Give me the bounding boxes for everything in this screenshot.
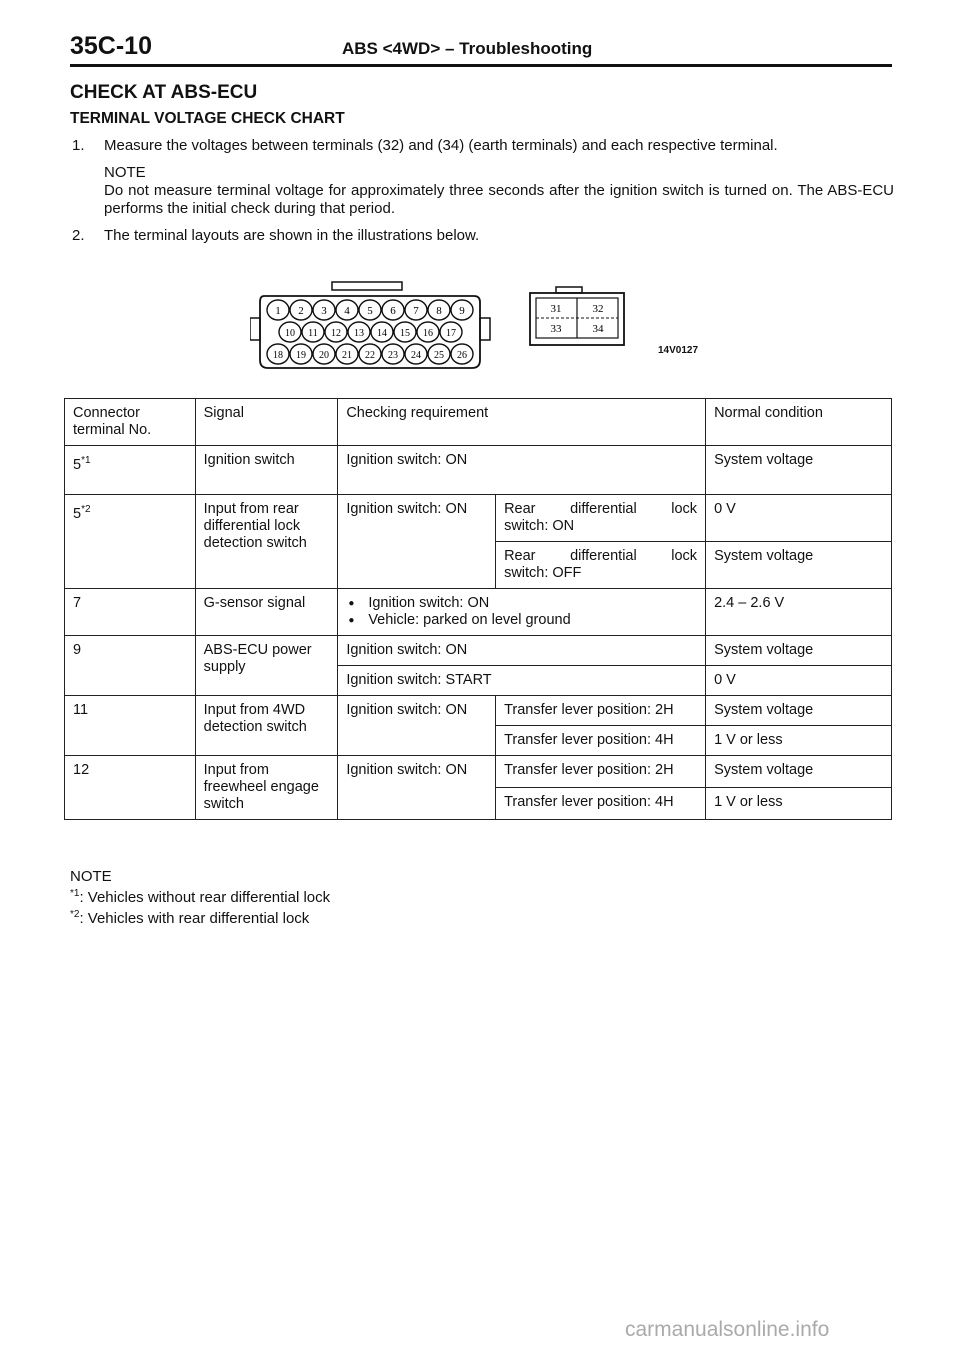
normal-cell: 0 V [706, 666, 892, 696]
terminal-layout-svg [250, 280, 750, 380]
requirement-cell [338, 589, 706, 636]
connector-a-pin-label: 5 [367, 305, 373, 317]
step-2-text: The terminal layouts are shown in the illustrations below. [104, 227, 480, 244]
connector-a-pin-label: 12 [331, 328, 341, 339]
connector-b-pin-label: 32 [592, 303, 604, 315]
connector-a-pin-label: 3 [321, 305, 327, 317]
header-normal-condition: Normal condition [706, 399, 892, 446]
page-number: 35C-10 [70, 32, 152, 60]
connector-a-pin-label: 20 [319, 350, 329, 361]
normal-cell: 1 V or less [706, 726, 892, 756]
header-signal: Signal [195, 399, 338, 446]
terminal-cell: 5$^{*1}$ [65, 446, 196, 495]
requirement-cell: Ignition switch: ON [338, 636, 706, 666]
header-terminal: Connector terminal No. [65, 399, 196, 446]
diagram-code: 14V0127 [658, 345, 699, 356]
note-text: Do not measure terminal voltage for approximately three seconds after the ignition switch is turned on. The ABS-ECU performs the initial check during that period. [104, 182, 894, 217]
normal-cell: System voltage [706, 696, 892, 726]
sub-requirement-cell: Rear differential lock switch: OFF [496, 542, 706, 589]
connector-a-pins [267, 300, 473, 364]
connector-b-pin-label: 34 [592, 323, 604, 335]
connector-a-pin-label: 9 [459, 305, 465, 317]
connector-a-pin-label: 19 [296, 350, 306, 361]
table-header-row [65, 399, 892, 446]
header-checking-requirement: Checking requirement [338, 399, 706, 446]
step-1-text: Measure the voltages between terminals (32) and (34) (earth terminals) and each respective terminal. [104, 137, 778, 154]
connector-a-pin-label: 25 [434, 350, 444, 361]
footnote-2: $^{*2}$: Vehicles with rear differential lock [70, 909, 310, 927]
table-row [65, 636, 892, 666]
table-row [65, 756, 892, 788]
requirement-cell: Ignition switch: ON [338, 696, 496, 756]
connector-a-pin-label: 18 [273, 350, 283, 361]
requirement-cell: Ignition switch: ON [338, 756, 496, 820]
normal-cell: System voltage [706, 756, 892, 788]
connector-a-pin-label: 2 [298, 305, 304, 317]
connector-a-pin-label: 11 [308, 328, 318, 339]
table-row [65, 696, 892, 726]
normal-cell: 2.4 – 2.6 V [706, 589, 892, 636]
section-title: CHECK AT ABS-ECU [70, 82, 258, 103]
requirement-bullet: ● Vehicle: parked on level ground [346, 612, 697, 629]
page-header [70, 30, 892, 67]
footnote-1: $^{*1}$: Vehicles without rear differential lock [70, 888, 331, 906]
sub-requirement-cell: Transfer lever position: 2H [496, 696, 706, 726]
terminal-cell: 7 [65, 589, 196, 636]
connector-b-pin-label: 31 [550, 303, 562, 315]
normal-cell: System voltage [706, 636, 892, 666]
step-1-number: 1. [72, 137, 85, 154]
connector-a-pin-label: 26 [457, 350, 467, 361]
watermark: carmanualsonline.info [625, 1318, 830, 1341]
terminal-cell: 11 [65, 696, 196, 756]
normal-cell: 0 V [706, 495, 892, 542]
table-row [65, 495, 892, 542]
signal-cell: Ignition switch [195, 446, 338, 495]
connector-a-pin-label: 22 [365, 350, 375, 361]
terminal-cell: 9 [65, 636, 196, 696]
requirement-cell: Ignition switch: ON [338, 446, 706, 495]
terminal-layout-diagrams [250, 280, 750, 380]
connector-a-pin-label: 4 [344, 305, 350, 317]
connector-a-pin-label: 1 [275, 305, 281, 317]
normal-cell: System voltage [706, 542, 892, 589]
connector-b-pin-label: 33 [550, 323, 562, 335]
connector-a-pin-label: 21 [342, 350, 352, 361]
signal-cell: G-sensor signal [195, 589, 338, 636]
requirement-cell: Ignition switch: ON [338, 495, 496, 589]
terminal-cell: 5$^{*2}$ [65, 495, 196, 589]
connector-a-pin-label: 17 [446, 328, 456, 339]
signal-cell: Input from freewheel engage switch [195, 756, 338, 820]
connector-a-pin-label: 15 [400, 328, 410, 339]
sub-requirement-cell: Rear differential lock switch: ON [496, 495, 706, 542]
signal-cell: Input from rear differential lock detection switch [195, 495, 338, 589]
connector-a-pin-label: 24 [411, 350, 421, 361]
connector-a-pin-label: 23 [388, 350, 398, 361]
normal-cell: 1 V or less [706, 788, 892, 820]
sub-requirement-cell: Transfer lever position: 4H [496, 788, 706, 820]
page-title: ABS <4WD> – Troubleshooting [342, 39, 593, 58]
note-label: NOTE [104, 164, 146, 181]
connector-a-pin-label: 14 [377, 328, 387, 339]
terminal-cell: 12 [65, 756, 196, 820]
sub-requirement-cell: Transfer lever position: 2H [496, 756, 706, 788]
connector-a-pin-label: 16 [423, 328, 433, 339]
connector-a-pin-label: 8 [436, 305, 442, 317]
footnotes [70, 868, 330, 927]
section-subtitle: TERMINAL VOLTAGE CHECK CHART [70, 110, 345, 127]
signal-cell: ABS-ECU power supply [195, 636, 338, 696]
table-row [65, 446, 892, 495]
step-2-number: 2. [72, 227, 85, 244]
connector-a-pin-label: 10 [285, 328, 295, 339]
connector-a-pin-label: 7 [413, 305, 419, 317]
normal-cell: System voltage [706, 446, 892, 495]
signal-cell: Input from 4WD detection switch [195, 696, 338, 756]
terminal-voltage-table [64, 398, 892, 820]
requirement-cell: Ignition switch: START [338, 666, 706, 696]
requirement-bullet: ● Ignition switch: ON [346, 595, 697, 612]
connector-a-pin-label: 6 [390, 305, 396, 317]
table-row [65, 589, 892, 636]
footnote-label: NOTE [70, 868, 112, 885]
sub-requirement-cell: Transfer lever position: 4H [496, 726, 706, 756]
connector-a-pin-label: 13 [354, 328, 364, 339]
